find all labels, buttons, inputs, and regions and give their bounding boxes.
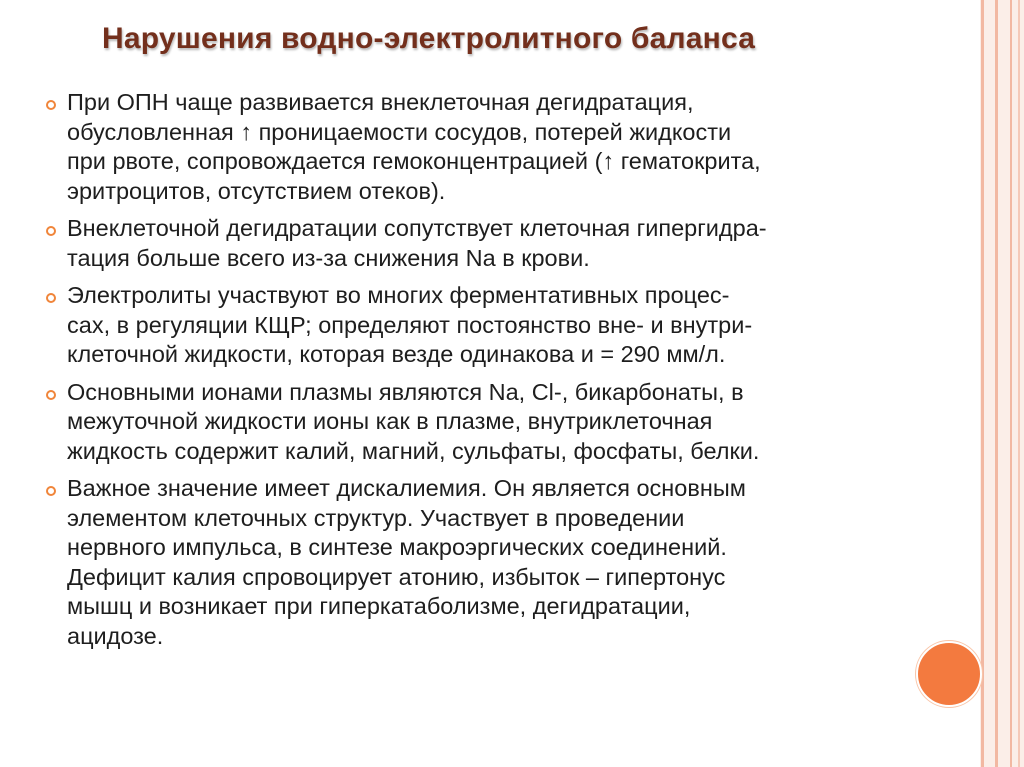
bullet-line: Дефицит калия спровоцирует атонию, избыток – гипертонус bbox=[67, 563, 726, 590]
bullet-item bbox=[46, 214, 914, 273]
bullet-line: элементом клеточных структур. Участвует в проведении bbox=[67, 504, 685, 531]
bullet-line: ацидозе. bbox=[67, 622, 164, 649]
bullet-ring-icon bbox=[46, 293, 56, 303]
bullet-ring-icon bbox=[46, 390, 56, 400]
bullet-ring-icon bbox=[46, 100, 56, 110]
edge-line bbox=[981, 0, 984, 767]
bullet-line: клеточной жидкости, которая везде одинакова и = 290 мм/л. bbox=[67, 341, 726, 367]
bullet-ring-icon bbox=[46, 486, 56, 496]
bullet-item bbox=[46, 378, 914, 467]
bullet-line: Внеклеточной дегидратации сопутствует клеточная гипергидра- bbox=[67, 215, 767, 241]
edge-line bbox=[1018, 0, 1020, 767]
bullet-line: Основными ионами плазмы являются Na, Cl-, бикарбонаты, в bbox=[67, 378, 744, 405]
bullet-line: жидкость содержит калий, магний, сульфаты, фосфаты, белки. bbox=[67, 437, 760, 464]
bullet-line: сах, в регуляции КЩР; определяют постоянство вне- и внутри- bbox=[67, 311, 753, 338]
bullet-line: обусловленная ↑ проницаемости сосудов, потерей жидкости bbox=[67, 118, 732, 145]
bullet-line: тация больше всего из-за снижения Na в крови. bbox=[67, 244, 590, 271]
bullet-line: Важное значение имеет дискалиемия. Он является основным bbox=[67, 475, 746, 501]
edge-line bbox=[1010, 0, 1012, 767]
bullet-line: Электролиты участвуют во многих ферментативных процес- bbox=[67, 282, 730, 308]
edge-line bbox=[995, 0, 998, 767]
bullet-line: при рвоте, сопровождается гемоконцентрацией (↑ гематокрита, bbox=[67, 148, 761, 174]
decorative-edge-strip bbox=[980, 0, 1024, 767]
bullet-line: межуточной жидкости ионы как в плазме, внутриклеточная bbox=[67, 408, 713, 434]
bullet-item bbox=[46, 281, 914, 370]
bullet-item bbox=[46, 474, 914, 651]
bullet-ring-icon bbox=[46, 226, 56, 236]
bullet-line: При ОПН чаще развивается внеклеточная дегидратация, bbox=[67, 89, 694, 115]
bullet-line: мышц и возникает при гиперкатаболизме, дегидратации, bbox=[67, 593, 691, 619]
bullet-line: эритроцитов, отсутствием отеков). bbox=[67, 177, 446, 204]
slide-title: Нарушения водно-электролитного баланса bbox=[102, 22, 756, 55]
bullet-list bbox=[46, 88, 914, 659]
bullet-item bbox=[46, 88, 914, 206]
accent-circle bbox=[916, 641, 982, 707]
bullet-line: нервного импульса, в синтезе макроэргических соединений. bbox=[67, 534, 727, 560]
